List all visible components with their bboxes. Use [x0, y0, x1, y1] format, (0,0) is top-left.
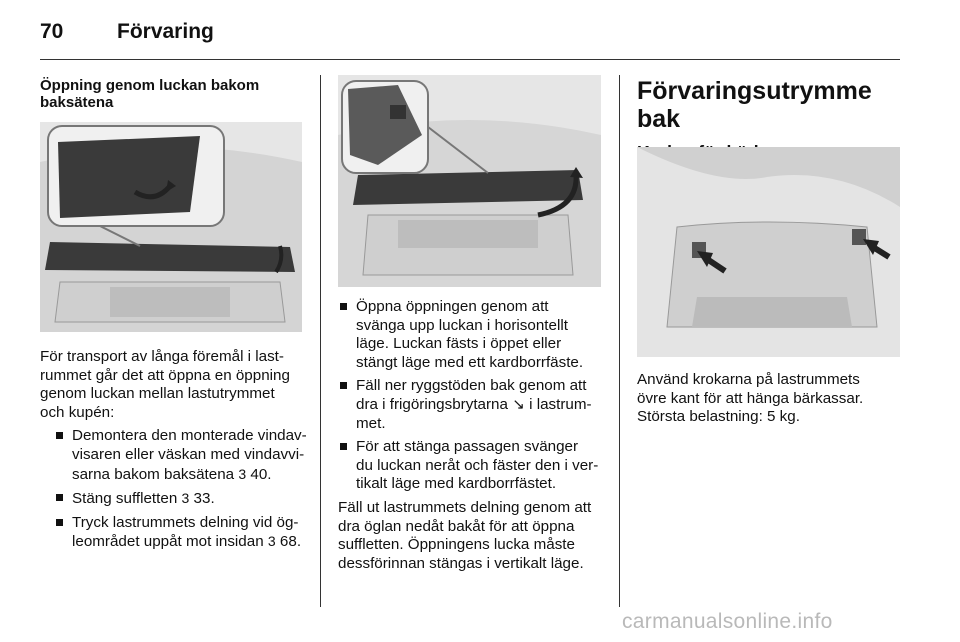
figure-bag-hooks	[637, 147, 900, 357]
page-ref-link[interactable]: 40.	[250, 465, 272, 483]
bullet-item	[54, 514, 315, 552]
column-divider-left	[320, 75, 321, 607]
text-line: sarna bakom baksätena	[72, 465, 235, 483]
text-line: dra i frigöringsbrytarna	[356, 395, 508, 413]
text-line: För att stänga passagen svänger	[356, 438, 579, 456]
text-line: met.	[356, 414, 386, 432]
text-line: svänga upp luckan i horisontellt	[356, 316, 568, 334]
text-line: rummet går det att öppna en öppning	[40, 366, 290, 384]
column-divider-right	[619, 75, 620, 607]
page-title: Förvaring	[117, 20, 214, 43]
text-line: tikalt läge med kardborrfästet.	[356, 475, 557, 493]
text-line: leområdet uppåt mot insidan	[72, 533, 264, 551]
text-line: läge. Luckan fästs i öppet eller	[356, 335, 562, 353]
page-ref-link[interactable]: 33.	[193, 490, 215, 508]
text-line: stängt läge med ett kardborrfäste.	[356, 353, 584, 371]
bullet-item	[338, 438, 608, 494]
left-text	[40, 348, 315, 552]
bullet-square-icon	[340, 443, 347, 450]
bullet-square-icon	[56, 519, 63, 526]
text-line: övre kant för att hänga bärkassar.	[637, 389, 864, 407]
right-text	[637, 371, 907, 427]
text-line: dra öglan nedåt bakåt för att öppna	[338, 517, 575, 535]
middle-text	[338, 298, 608, 573]
figure-trunk-hatch	[40, 122, 302, 332]
body-paragraph	[338, 499, 608, 573]
watermark: carmanualsonline.info	[622, 610, 833, 633]
subheading-line: baksätena	[40, 94, 114, 111]
text-line: genom luckan mellan lastutrymmet	[40, 385, 275, 403]
bullet-square-icon	[56, 432, 63, 439]
text-line: Använd krokarna på lastrummets	[637, 371, 860, 388]
bullet-item	[54, 427, 315, 484]
text-line: Största belastning: 5 kg.	[637, 408, 800, 426]
bullet-item	[338, 298, 608, 372]
bullet-square-icon	[340, 303, 347, 310]
bullet-item	[54, 489, 315, 509]
text-line: Öppna öppningen genom att	[356, 298, 549, 315]
text-line: Stäng suffletten	[72, 490, 178, 508]
text-line: i lastrum-	[524, 395, 592, 413]
page-number: 70	[40, 20, 64, 43]
figure-hatch-open	[338, 75, 601, 287]
section-subheading	[40, 77, 310, 111]
header-rule	[40, 59, 900, 60]
text-line: Tryck lastrummets delning vid ög-	[72, 513, 299, 531]
intro-paragraph	[40, 348, 315, 422]
text-line: Demontera den monterade vindav-	[72, 427, 307, 445]
page-ref-icon: 3	[181, 490, 190, 507]
section-heading: Förvaringsutrymme bak	[637, 77, 872, 133]
text-line: Fäll ut lastrummets delning genom att	[338, 498, 592, 516]
text-line: För transport av långa föremål i last-	[40, 348, 284, 365]
text-line: Fäll ner ryggstöden bak genom att	[356, 377, 587, 395]
text-line: du luckan neråt och fäster den i ver-	[356, 456, 599, 474]
bullet-item	[338, 377, 608, 433]
body-paragraph	[637, 371, 907, 427]
release-lever-icon: ↘	[512, 395, 525, 413]
page-ref-icon: 3	[238, 465, 247, 482]
text-line: suffletten. Öppningens lucka måste	[338, 536, 575, 554]
left-column	[40, 77, 310, 111]
page-ref-link[interactable]: 68.	[279, 533, 302, 551]
subheading-line: Öppning genom luckan bakom	[40, 77, 260, 94]
page-ref-icon: 3	[267, 533, 276, 550]
text-line: och kupén:	[40, 403, 115, 421]
bullet-square-icon	[340, 382, 347, 389]
bullet-square-icon	[56, 494, 63, 501]
text-line: dessförinnan stängas i vertikalt läge.	[338, 554, 584, 572]
text-line: visaren eller väskan med vindavvi-	[72, 445, 305, 463]
